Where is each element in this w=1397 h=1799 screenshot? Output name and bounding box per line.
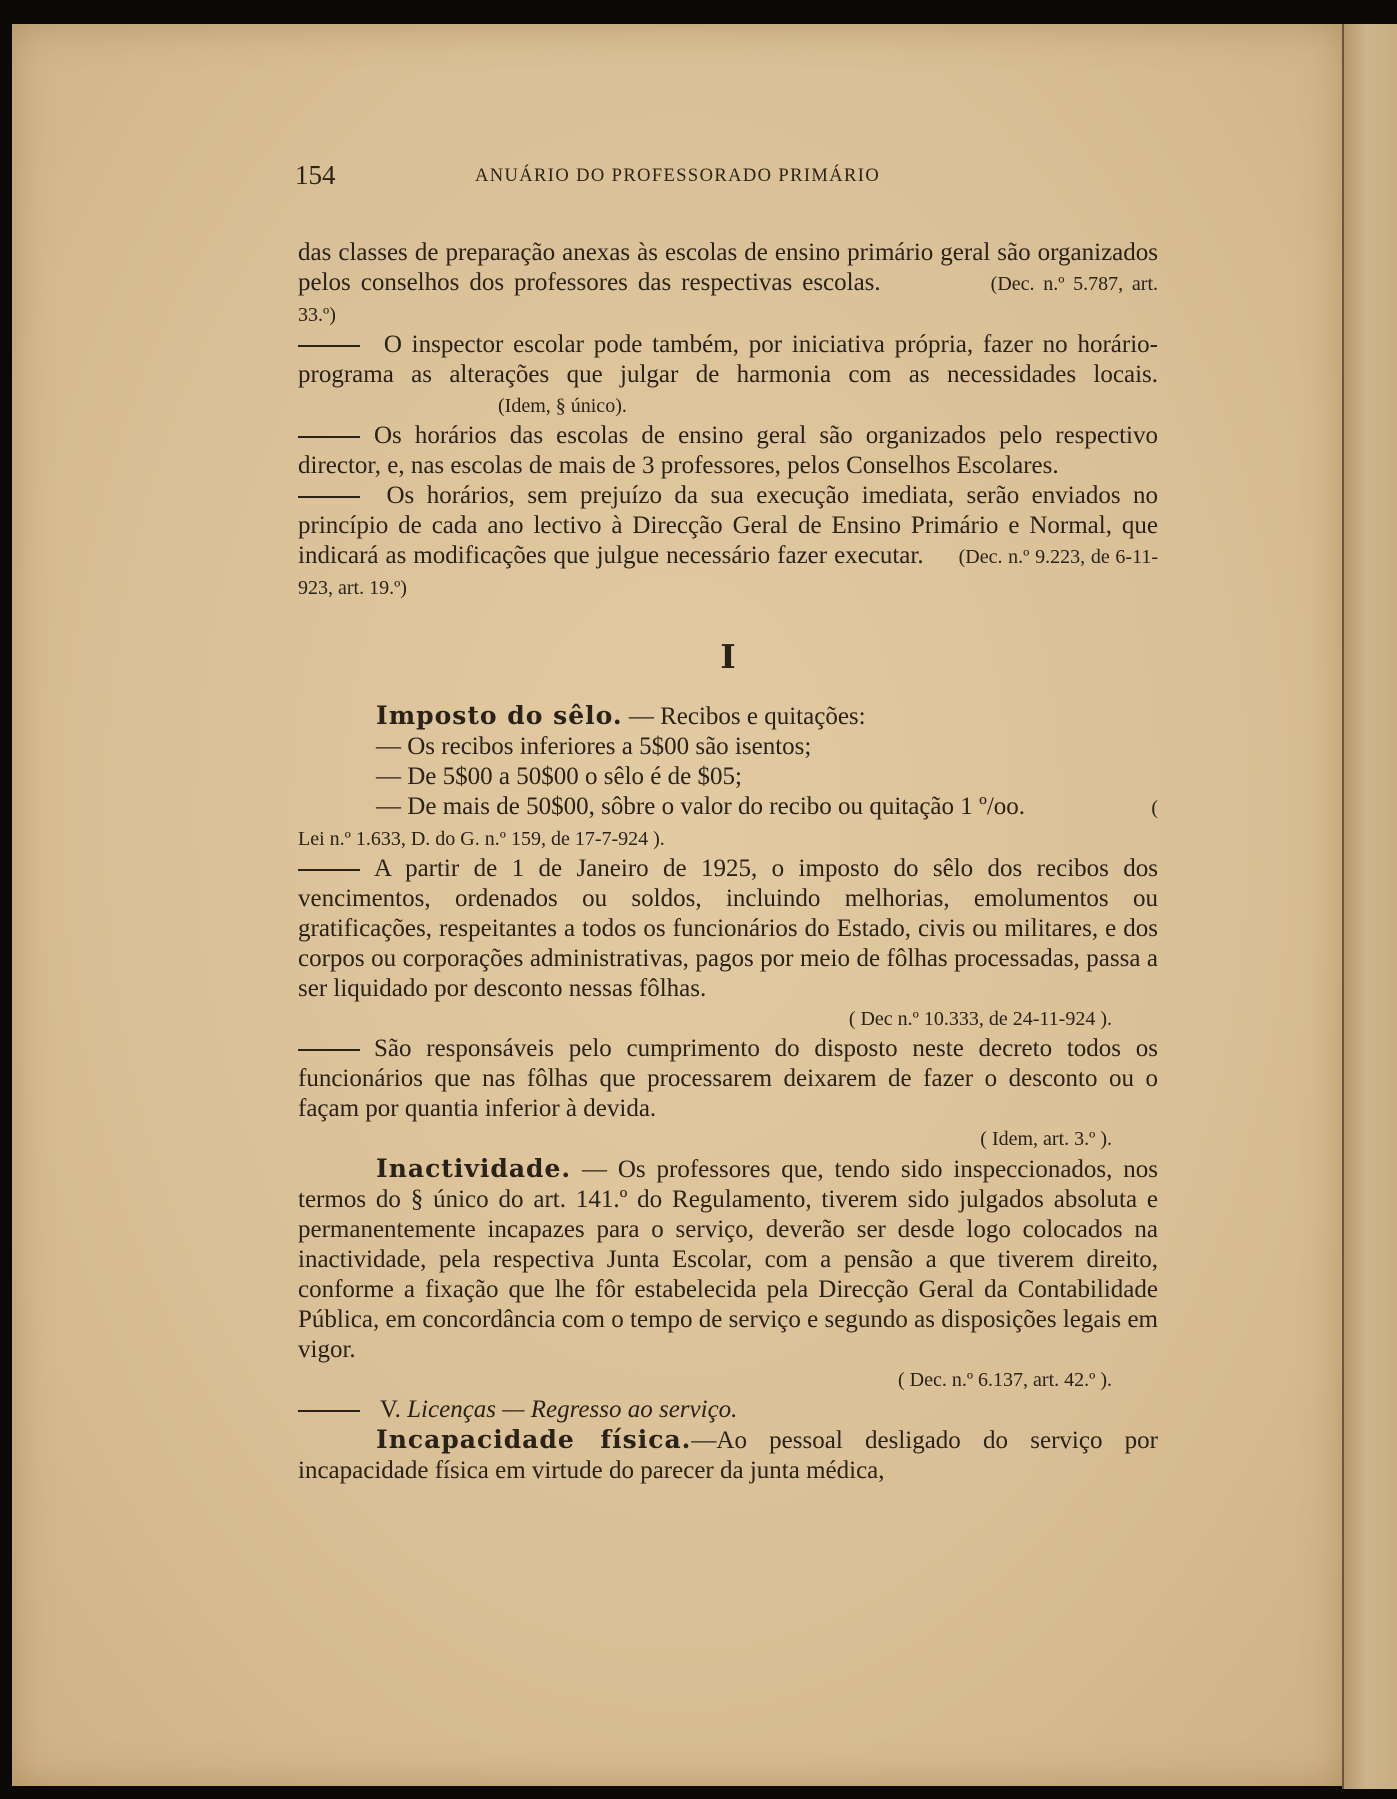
citation: ( Idem, art. 3.º ). [980,1128,1112,1150]
page-body [298,238,1158,1486]
citation: (Idem, § único). [498,395,627,417]
adjacent-page-edge [1342,24,1397,1789]
citation: ( Dec n.º 10.333, de 24-11-924 ). [848,1008,1112,1030]
entry-incapacidade: Incapacidade física.—Ao pessoal desligado do serviço por incapacidade física em virtude do parecer da junta médica, [298,1425,1158,1484]
page-number: 154 [295,160,336,190]
entry-term: Imposto do sêlo. [376,701,623,730]
entry-term: Inactividade. [376,1154,572,1183]
entry-imposto: Imposto do sêlo. — Recibos e quitações: [376,701,866,730]
entry-inactividade: Inactividade. — Os professores que, tendo sido inspeccionados, nos termos do § único do art. 141.º do Regulamento, tiverem sido julgados absoluta e permanentemente incapazes para o serviço, deverão ser desde logo colocados na inactividade, pela respectiva Junta Escolar, com a pensão a que tiverem direito, conforme a fixação que lhe fôr estabelecida pela Direcção Geral da Contabilidade Pública, em concordância com o tempo de serviço e segundo as disposições legais em vigor. [298,1154,1158,1363]
citation: ( Lei n.º 1.633, D. do G. n.º 159, de 17-7-924 ). [298,797,1159,850]
section-letter: I [720,637,736,676]
running-title: ANUÁRIO DO PROFESSORADO PRIMÁRIO [475,166,881,186]
cross-reference: V. Licenças — Regresso ao serviço. [298,1395,1158,1425]
list-item: — De 5$00 a 50$00 o sêlo é de $05; [376,763,742,790]
list-item: — De mais de 50$00, sôbre o valor do recibo ou quitação 1 º/oo. ( Lei n.º 1.633, D. do G. n.º 159, de 17-7-924 ). [298,793,1159,850]
list-item: — Os recibos inferiores a 5$00 são isentos; [376,733,812,760]
page-header [295,160,1175,192]
citation: ( Dec. n.º 6.137, art. 42.º ). [897,1369,1112,1391]
paragraph: São responsáveis pelo cumprimento do disposto neste decreto todos os funcionários que nas fôlhas que processarem deixarem de fazer o desconto ou o façam por quantia inferior à devida. [298,1035,1158,1122]
paragraph: das classes de preparação anexas às escolas de ensino primário geral são organizados pelos conselhos dos professores das respectivas escolas. (Dec. n.º 5.787, art. 33.º) [298,239,1159,326]
citation: (Dec. n.º 5.787, art. 33.º) [298,273,1159,326]
paragraph: Os horários, sem prejuízo da sua execução imediata, serão enviados no princípio de cada ano lectivo à Direcção Geral de Ensino Primário e Normal, que indicará as modificações que julgue necessário fazer executar. (Dec. n.º 9.223, de 6-11-923, art. 19.º) [298,481,1158,603]
entry-term: Incapacidade física. [376,1425,692,1454]
paragraph: A partir de 1 de Janeiro de 1925, o imposto do sêlo dos recibos dos vencimentos, ordenados ou soldos, incluindo melhorias, emolumentos ou gratificações, respeitantes a todos os funcionários do Estado, civis ou militares, e dos corpos ou corporações administrativas, pagos por meio de fôlhas processadas, passa a ser liquidado por desconto nessas fôlhas. [298,855,1158,1002]
citation: (Dec. n.º 9.223, de 6-11-923, art. 19.º) [298,546,1159,599]
paragraph: Os horários das escolas de ensino geral são organizados pelo respectivo director, e, nas escolas de mais de 3 professores, pelos Conselhos Escolares. [298,422,1158,479]
paragraph: O inspector escolar pode também, por iniciativa própria, fazer no horário-programa as alterações que julgar de harmonia com as necessidades locais. (Idem, § único). [298,330,1158,421]
